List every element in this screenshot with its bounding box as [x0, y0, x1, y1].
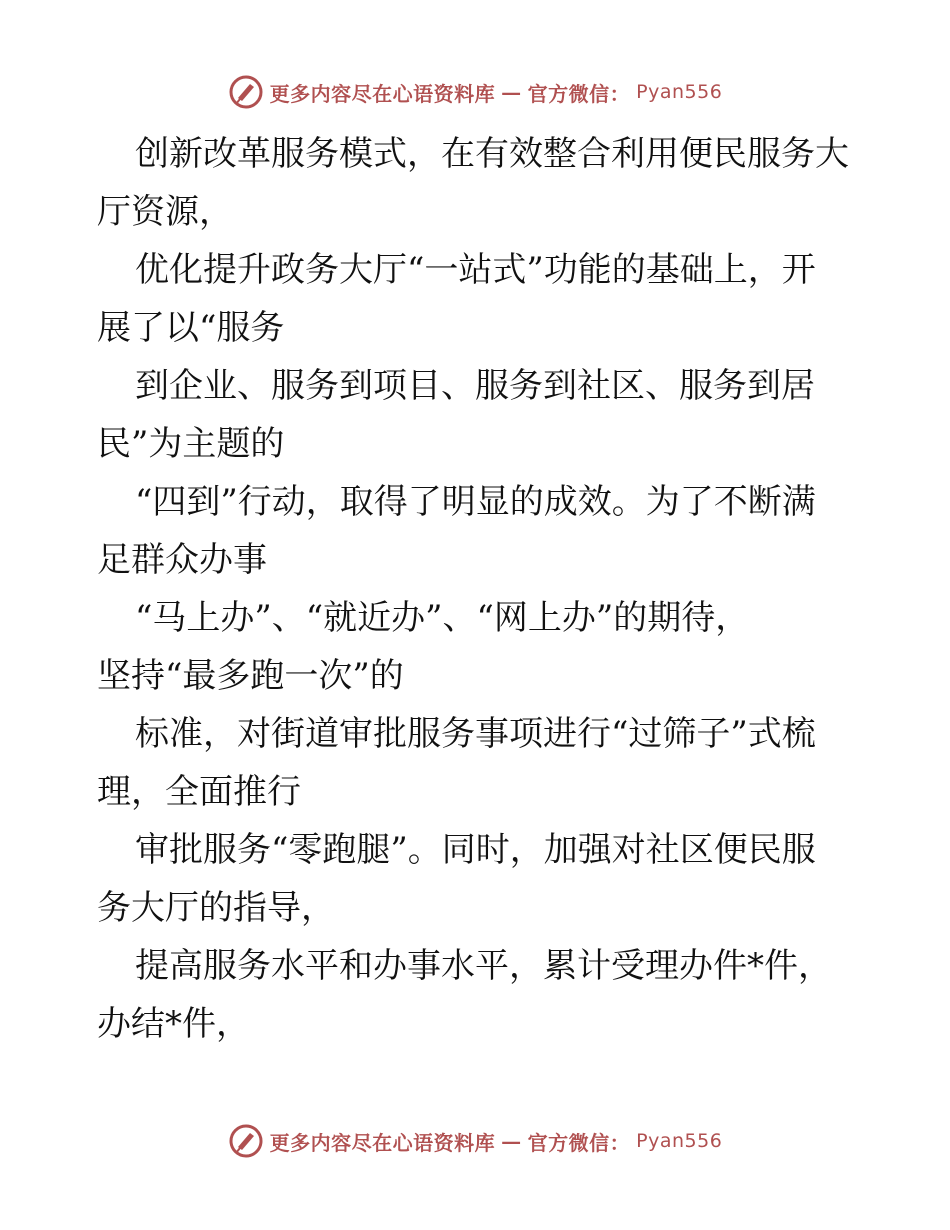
paragraph-line: 足群众办事	[97, 540, 267, 580]
watermark-separator: —	[501, 80, 522, 104]
paragraph-line: 坚持“最多跑一次”的	[97, 656, 404, 696]
watermark-wechat-id: Pyan556	[636, 81, 723, 103]
paragraph-line: 到企业、服务到项目、服务到社区、服务到居	[135, 366, 815, 406]
paragraph-line: “四到”行动，取得了明显的成效。为了不断满	[135, 482, 816, 522]
paragraph	[97, 821, 857, 937]
paragraph	[97, 473, 857, 589]
watermark-separator: —	[501, 1129, 522, 1153]
paragraph-line: 务大厅的指导，	[97, 888, 335, 928]
watermark-wechat-label: 官方微信：	[527, 81, 631, 106]
header-watermark	[0, 72, 950, 112]
watermark-text: 更多内容尽在心语资料库	[269, 1130, 496, 1155]
paragraph-line: 提高服务水平和办事水平，累计受理办件*件，	[135, 946, 832, 986]
paragraph	[97, 357, 857, 473]
paragraph	[97, 125, 857, 241]
paragraph	[97, 241, 857, 357]
watermark-wechat-id: Pyan556	[636, 1130, 723, 1152]
paragraph-line: “马上办”、“就近办”、“网上办”的期待，	[135, 598, 750, 638]
paragraph	[97, 589, 857, 705]
pen-seal-logo-icon	[228, 74, 264, 110]
paragraph-line: 办结*件，	[97, 1004, 250, 1044]
paragraph-line: 民”为主题的	[97, 424, 285, 464]
watermark-text: 更多内容尽在心语资料库	[269, 81, 496, 106]
paragraph-line: 标准，对街道审批服务事项进行“过筛子”式梳	[135, 714, 816, 754]
footer-watermark	[0, 1121, 950, 1161]
paragraph-line: 厅资源，	[97, 192, 233, 232]
paragraph-line: 审批服务“零跑腿”。同时，加强对社区便民服	[135, 830, 816, 870]
paragraph-line: 创新改革服务模式，在有效整合利用便民服务大	[135, 134, 849, 174]
paragraph	[97, 705, 857, 821]
document-body	[97, 125, 857, 1053]
pen-seal-logo-icon	[228, 1123, 264, 1159]
paragraph-line: 优化提升政务大厅“一站式”功能的基础上，开	[135, 250, 816, 290]
paragraph-line: 展了以“服务	[97, 308, 285, 348]
watermark-wechat-label: 官方微信：	[527, 1130, 631, 1155]
paragraph	[97, 937, 857, 1053]
paragraph-line: 理，全面推行	[97, 772, 301, 812]
